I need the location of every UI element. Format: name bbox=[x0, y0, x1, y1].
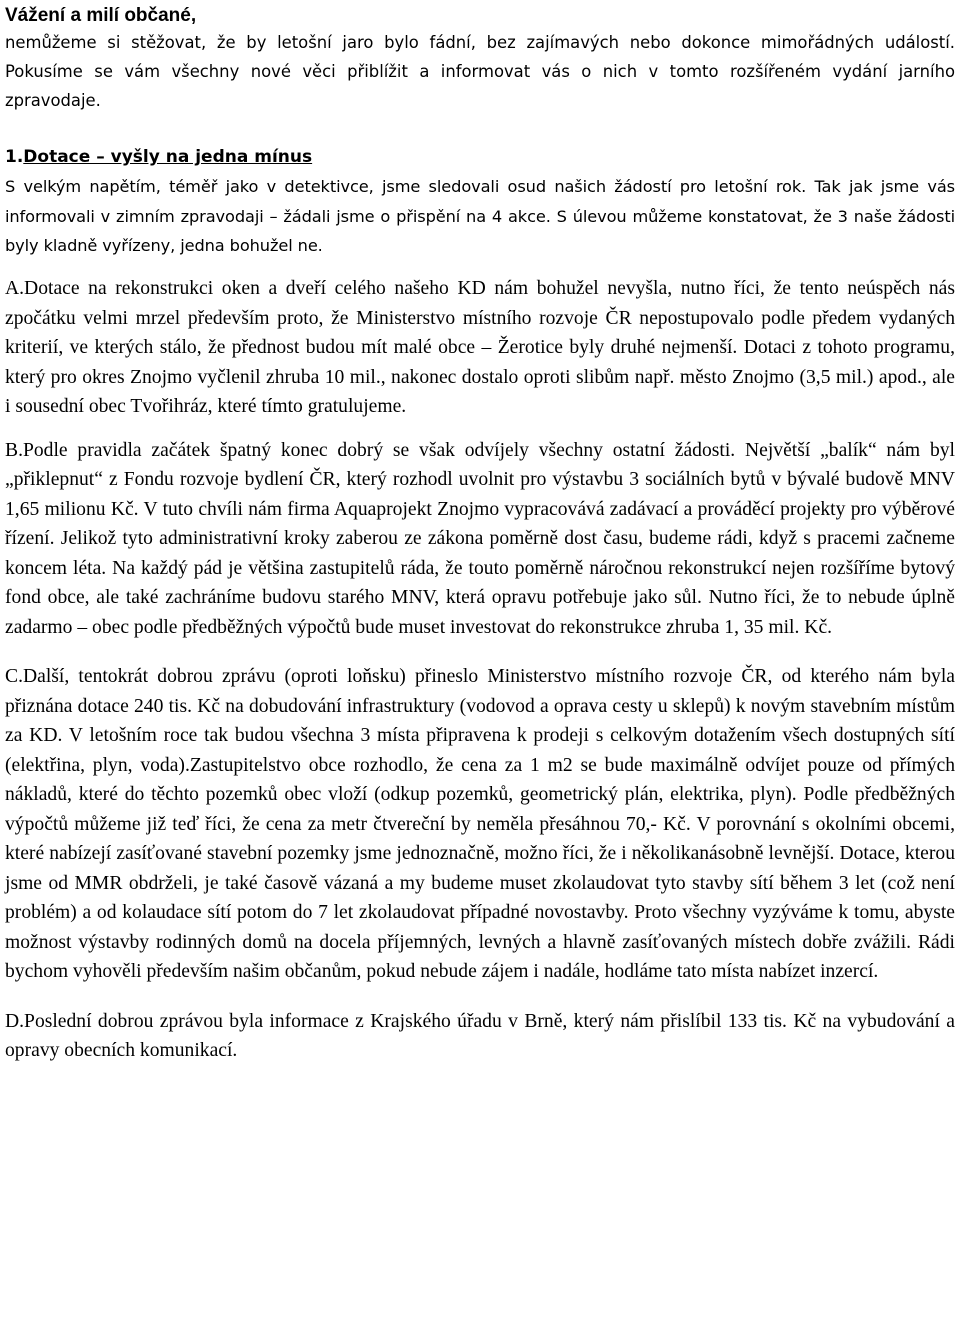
section-lead-paragraph: S velkým napětím, téměř jako v detektivce, jsme sledovali osud našich žádostí pro letošní rok. Tak jak jsme vás informovali v zimním zpravodaji – žádali jsme o přispění na 4 akce. S úlevou můžeme konstatovat, že 3 naše žádosti byly kladně vyřízeny, jedna bohužel ne. bbox=[5, 177, 955, 255]
paragraph-d: D.Poslední dobrou zprávou byla informace z Krajského úřadu v Brně, který nám přislíbil 133 tis. Kč na vybudování a opravy obecních komunikací. bbox=[5, 1010, 955, 1062]
section-heading bbox=[5, 143, 955, 172]
paragraph-a: A.Dotace na rekonstrukci oken a dveří celého našeho KD nám bohužel nevyšla, nutno říci, že tento neúspěch nás zpočátku velmi mrzel především proto, že Ministerstvo místního rozvoje ČR nepostupovalo podle předem vydaných kriterií, ve kterých stálo, že přednost budou mít malé obce – Žerotice byly druhé nejmenší. Dotaci z tohoto programu, který pro okres Znojmo vyčlenil zhruba 10 mil., nakonec dostalo oproti slibům např. město Znojmo (3,5 mil.) apod., ale i sousední obec Tvořihráz, které tímto gratulujeme. bbox=[5, 278, 955, 418]
section-number: 1. bbox=[5, 147, 24, 168]
document-page bbox=[5, 2, 955, 1066]
intro-paragraph: nemůžeme si stěžovat, že by letošní jaro bylo fádní, bez zajímavých nebo dokonce mimořádných událostí. Pokusíme se vám všechny nové věci přiblížit a informovat vás o nich v tomto rozšířeném vydání jarního zpravodaje. bbox=[5, 33, 955, 110]
paragraph-c: C.Další, tentokrát dobrou zprávu (oproti loňsku) přineslo Ministerstvo místního rozvoje ČR, od kterého nám byla přiznána dotace 240 tis. Kč na dobudování infrastruktury (vodovod a oprava cesty u sklepů) k novým stavebním místům za KD. V letošním roce tak budou všechna 3 místa připravena k prodeji s celkovým dotažením všech dostupných sítí (elektřina, plyn, voda).Zastupitelstvo obce rozhodlo, že cena za 1 m2 se bude maximálně odvíjet pouze od přímých nákladů, které do těchto pozemků obec vloží (odkup pozemků, geometrický plán, elektrika, plyn). Podle předběžných výpočtů můžeme již teď říci, že cena za metr čtvereční by neměla přesáhnou 70,- Kč. V porovnání s okolními obcemi, které nabízejí zasíťované stavební pozemky jsme jednoznačně, možno říci, že i několikanásobně levnější. Dotace, kterou jsme od MMR obdrželi, je také časově vázaná a my budeme muset zkolaudovat tyto stavby sítí během 3 let (což není problém) a od kolaudace sítí potom do 7 let zkolaudovat případné novostavby. Proto všechny vyzýváme k tomu, abyste možnost výstavby rodinných domů na docela příjemných, levných a hlavně zasíťovaných místech dobře zvážili. Rádi bychom vyhověli především našim občanům, pokud nebude zájem i nadále, hodláme tato místa nabízet inzercí. bbox=[5, 666, 955, 983]
paragraph-b: B.Podle pravidla začátek špatný konec dobrý se však odvíjely všechny ostatní žádosti. Největší „balík“ nám byl „přiklepnut“ z Fondu rozvoje bydlení ČR, který rozhodl uvolnit pro výstavbu 3 sociálních bytů v bývalé budově MNV 1,65 milionu Kč. V tuto chvíli nám firma Aquaprojekt Znojmo vypracovává zadávací a prováděcí projekty pro výběrové řízení. Jelikož tyto administrativní kroky zaberou ze zákona poměrně dost času, budeme rádi, když s pracemi začneme koncem léta. Na každý pád je většina zastupitelů ráda, že touto poměrně náročnou rekonstrukcí nejen rozšíříme bytový fond obce, ale také zachráníme budovu starého MNV, která opravu potřebuje jako sůl. Nutno říci, že to nebude úplně zadarmo – obec podle předběžných výpočtů bude muset investovat do rekonstrukce zhruba 1, 35 mil. Kč. bbox=[5, 439, 955, 638]
section-title: Dotace – vyšly na jedna mínus bbox=[23, 147, 313, 168]
greeting-heading: Vážení a milí občané, bbox=[5, 5, 197, 26]
